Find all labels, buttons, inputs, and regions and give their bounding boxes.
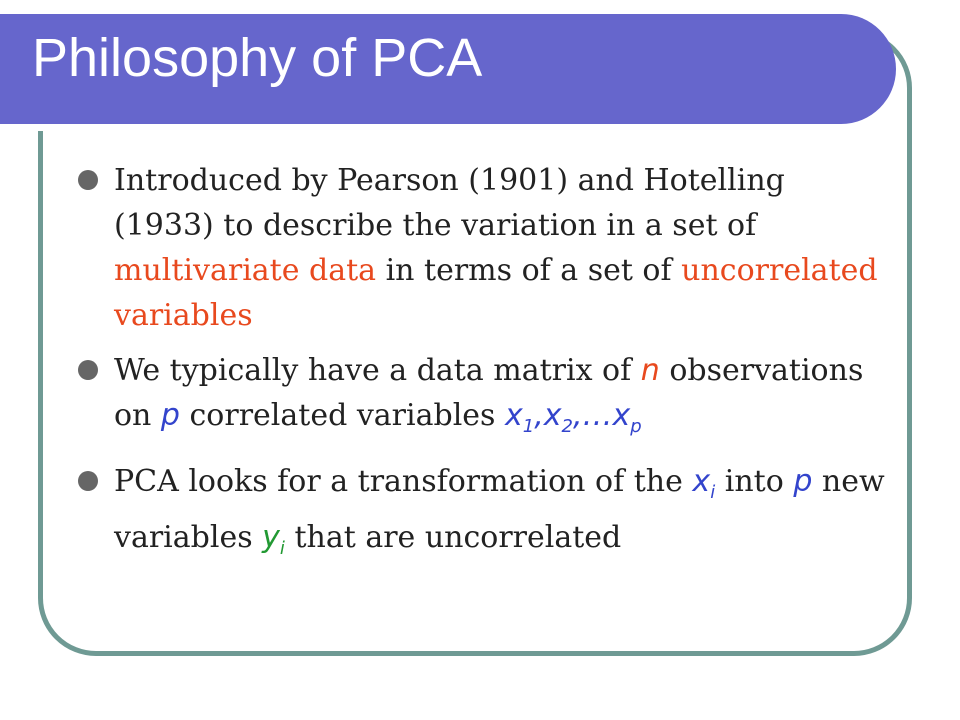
variable-p: p [793,464,813,499]
slide-title: Philosophy of PCA [32,28,483,88]
bullet-dot-icon [78,170,98,190]
bullet-text: We typically have a data matrix of [114,353,641,388]
highlight-uncorrelated-variables: uncorrelated variables [114,253,878,333]
variable-n: n [640,353,660,388]
variable-yi: y [262,520,280,555]
subscript-p: p [630,416,642,437]
bullet-list [78,158,888,581]
separator: , [534,398,544,433]
bullet-dot-icon [78,471,98,491]
variable-x1: x [504,398,523,433]
bullet-text: observations on [114,353,864,433]
bullet-text: new variables [114,464,885,555]
subscript-1: 1 [522,416,535,437]
variable-xi: x [692,464,711,499]
title-bar [0,14,896,124]
ellipsis: ,… [572,398,613,433]
title-underline [0,124,848,131]
bullet-item-2 [78,348,888,449]
bullet-text: correlated variables [179,398,505,433]
bullet-item-1 [78,158,888,338]
variable-xp: x [612,398,631,433]
subscript-i: i [710,482,716,503]
bullet-dot-icon [78,360,98,380]
bullet-text: PCA looks for a transformation of the [114,464,693,499]
bullet-item-3 [78,459,888,571]
bullet-text: in terms of a set of [376,253,682,288]
subscript-2: 2 [561,416,573,437]
bullet-text: Introduced by Pearson (1901) and Hotelling (1933) to describe the variation in a set of [114,163,785,243]
bullet-text: into [715,464,794,499]
bullet-text: that are uncorrelated [284,520,622,555]
subscript-i: i [279,538,285,559]
highlight-multivariate-data: multivariate data [114,253,377,288]
variable-x2: x [543,398,562,433]
variable-p: p [160,398,180,433]
